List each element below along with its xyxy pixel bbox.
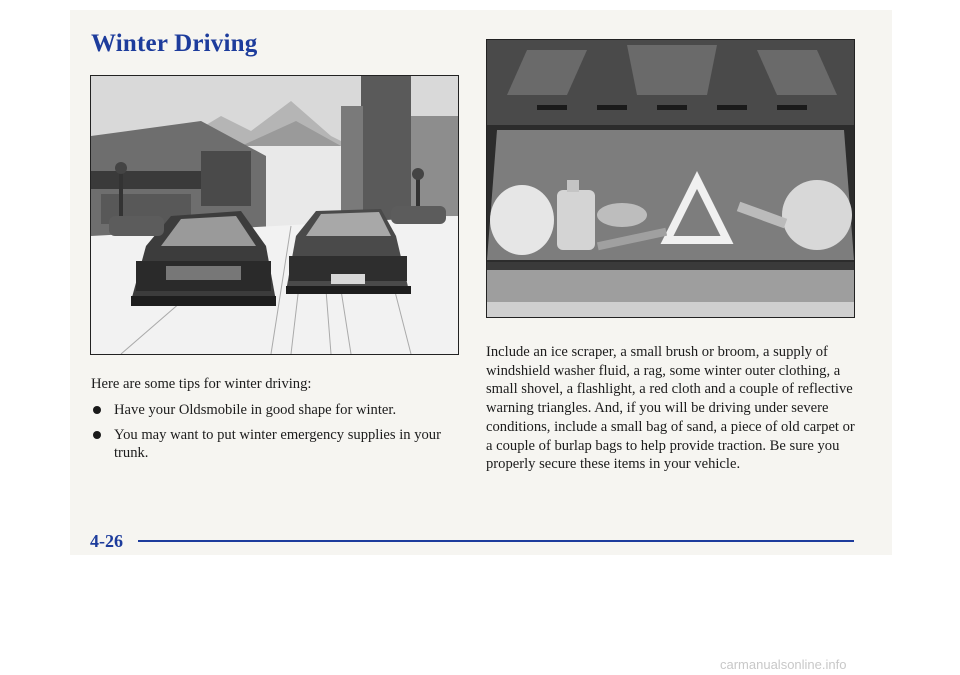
- page-number: 4-26: [90, 531, 123, 551]
- footer-rule: [138, 540, 854, 542]
- section-title: Winter Driving: [91, 30, 258, 57]
- winter-street-illustration: [90, 75, 459, 355]
- bullet-text: Have your Oldsmobile in good shape for winter.: [114, 402, 397, 418]
- list-item: [91, 401, 451, 420]
- intro-text: Here are some tips for winter driving:: [91, 376, 312, 392]
- list-item: [91, 426, 451, 463]
- watermark-text: carmanualsonline.info: [720, 657, 847, 672]
- trunk-supplies-illustration: [486, 39, 855, 318]
- bullet-icon: [93, 431, 101, 439]
- supplies-paragraph: Include an ice scraper, a small brush or broom, a supply of windshield washer fluid, a rag, some winter outer clothing, a small shovel, a flashlight, a red cloth and a couple of reflective warning triangles. And, if you will be driving under severe conditions, include a small bag of sand, a piece of old carpet or a couple of burlap bags to help provide traction. Be sure you properly secure these items in your vehicle.: [486, 344, 855, 473]
- bullet-text: You may want to put winter emergency supplies in your trunk.: [114, 426, 441, 462]
- bullet-icon: [93, 406, 101, 414]
- tips-list: [91, 401, 451, 469]
